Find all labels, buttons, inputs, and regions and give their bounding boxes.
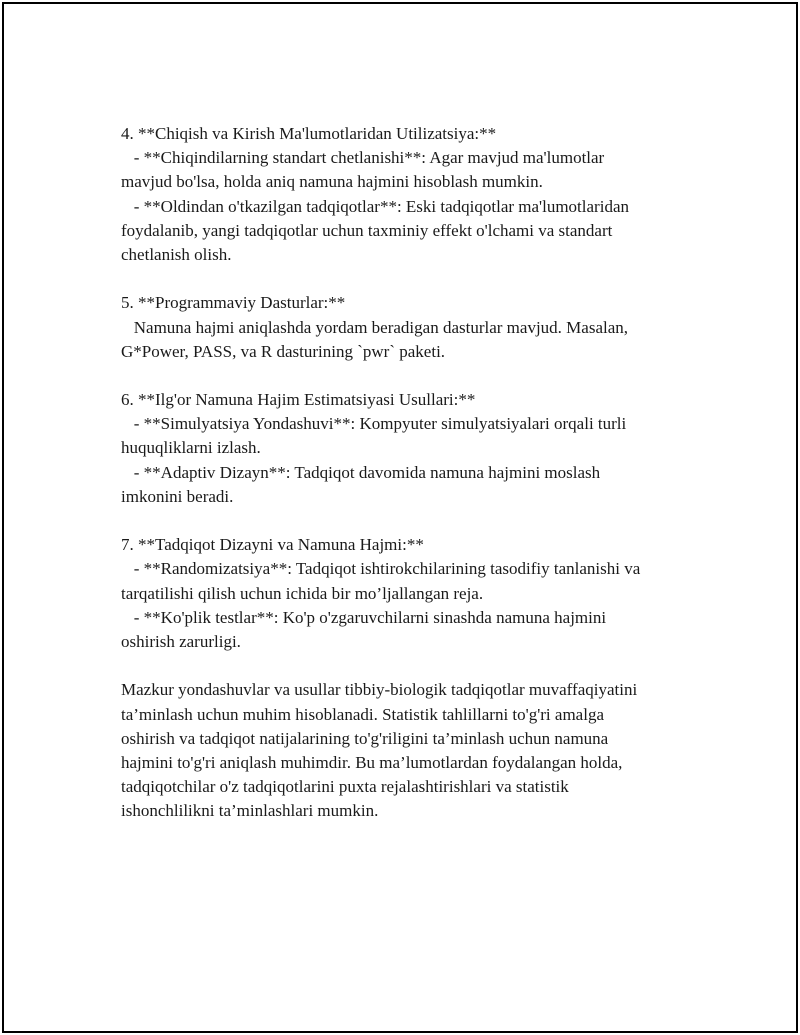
text-line: tarqatilishi qilish uchun ichida bir mo’ljallangan reja. (121, 583, 484, 603)
text-line: chetlanish olish. (121, 244, 232, 264)
text-line: ishonchlilikni ta’minlashlari mumkin. (121, 801, 379, 821)
section-4 (121, 122, 721, 267)
text-line: foydalanib, yangi tadqiqotlar uchun taxminiy effekt o'lchami va standart (121, 220, 613, 240)
text-line: mavjud bo'lsa, holda aniq namuna hajmini hisoblash mumkin. (121, 172, 543, 192)
text-line: huquqliklarni izlash. (121, 438, 261, 458)
page-frame (2, 2, 798, 1033)
section-heading: 7. **Tadqiqot Dizayni va Namuna Hajmi:** (121, 535, 424, 555)
paragraph-gap (121, 364, 721, 388)
text-line: ta’minlash uchun muhim hisoblanadi. Statistik tahlillarni to'g'ri amalga (121, 704, 604, 724)
conclusion-paragraph (121, 678, 721, 823)
text-line: oshirish va tadqiqot natijalarining to'g'riligini ta’minlash uchun namuna (121, 728, 609, 748)
section-7 (121, 533, 721, 654)
section-5 (121, 291, 721, 364)
section-6 (121, 388, 721, 509)
section-heading: 4. **Chiqish va Kirish Ma'lumotlaridan Utilizatsiya:** (121, 124, 497, 143)
text-line: oshirish zarurligi. (121, 631, 241, 651)
text-line: imkonini beradi. (121, 486, 234, 506)
section-heading: 5. **Programmaviy Dasturlar:** (121, 293, 346, 313)
text-line: - **Chiqindilarning standart chetlanishi**: Agar mavjud ma'lumotlar (121, 148, 605, 168)
paragraph-gap (121, 654, 721, 678)
paragraph-gap (121, 509, 721, 533)
text-line: - **Ko'plik testlar**: Ko'p o'zgaruvchilarni sinashda namuna hajmini (121, 607, 607, 627)
text-line: tadqiqotchilar o'z tadqiqotlarini puxta rejalashtirishlari va statistik (121, 777, 569, 797)
text-line: - **Adaptiv Dizayn**: Tadqiqot davomida namuna hajmini moslash (121, 462, 601, 482)
document-body (121, 122, 721, 823)
text-line: Namuna hajmi aniqlashda yordam beradigan dasturlar mavjud. Masalan, (121, 317, 629, 337)
text-line: hajmini to'g'ri aniqlash muhimdir. Bu ma’lumotlardan foydalangan holda, (121, 752, 623, 772)
paragraph-gap (121, 267, 721, 291)
text-line: Mazkur yondashuvlar va usullar tibbiy-biologik tadqiqotlar muvaffaqiyatini (121, 680, 638, 700)
text-line: - **Randomizatsiya**: Tadqiqot ishtirokchilarining tasodifiy tanlanishi va (121, 559, 641, 579)
text-line: - **Simulyatsiya Yondashuvi**: Kompyuter simulyatsiyalari orqali turli (121, 414, 627, 434)
text-line: G*Power, PASS, va R dasturining `pwr` paketi. (121, 341, 446, 361)
section-heading: 6. **Ilg'or Namuna Hajim Estimatsiyasi Usullari:** (121, 390, 476, 410)
text-line: - **Oldindan o'tkazilgan tadqiqotlar**: Eski tadqiqotlar ma'lumotlaridan (121, 196, 629, 216)
